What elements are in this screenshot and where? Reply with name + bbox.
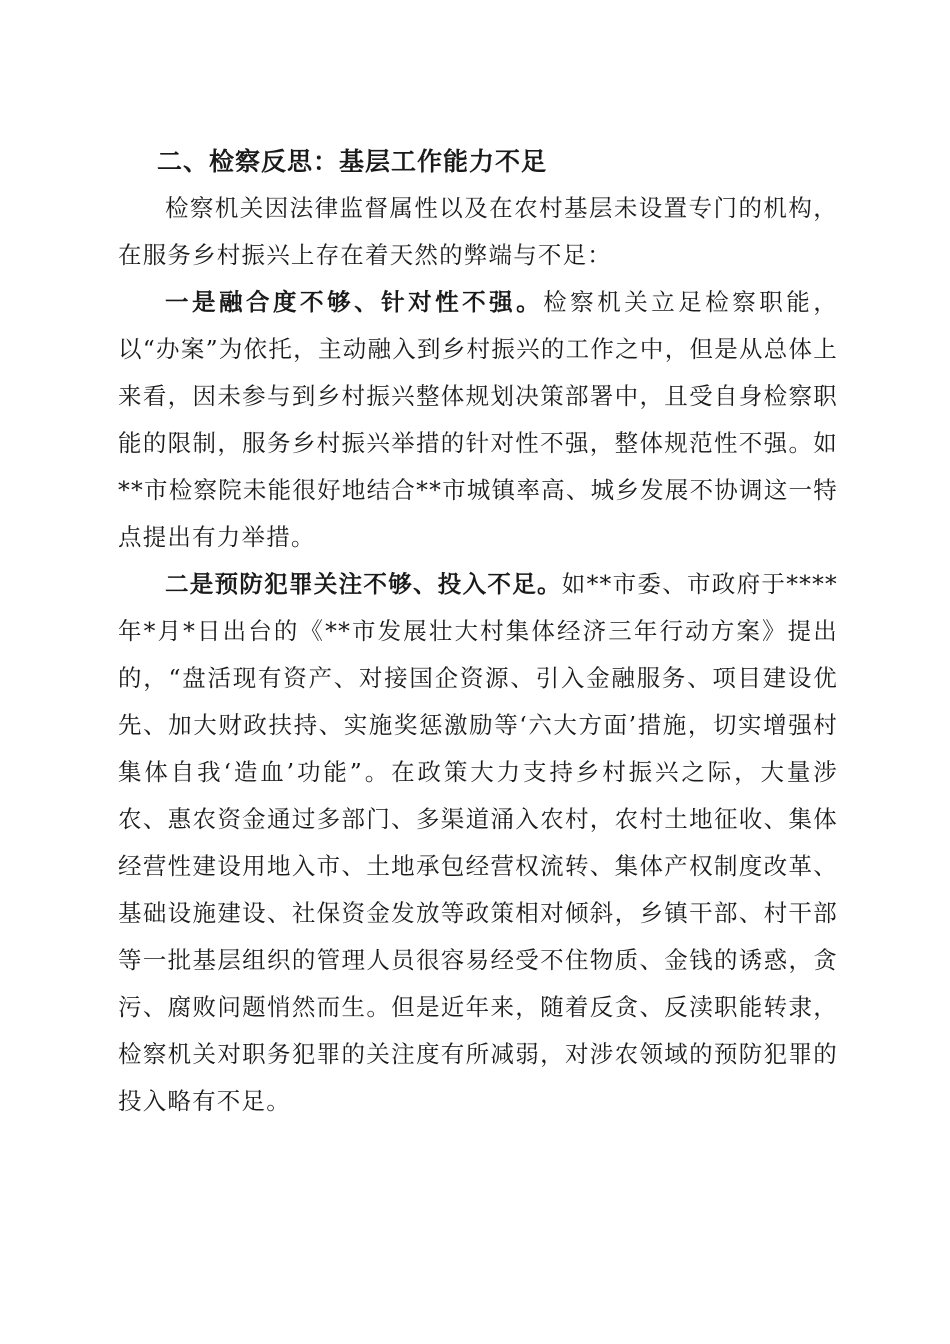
paragraph-point-two-lead: 二是预防犯罪关注不够、投入不足。: [165, 570, 562, 598]
section-heading: 二、检察反思：基层工作能力不足: [157, 147, 548, 176]
paragraph-point-two: [118, 561, 838, 1125]
paragraph-point-two-text: 如**市委、市政府于****年*月*日出台的《**市发展壮大村集体经济三年行动方案》提出的，“盘活现有资产、对接国企资源、引入金融服务、项目建设优先、加大财政扶持、实施奖惩激励等‘六大方面’措施，切实增强村集体自我‘造血’功能”。在政策大力支持乡村振兴之际，大量涉农、惠农资金通过多部门、多渠道涌入农村，农村土地征收、集体经营性建设用地入市、土地承包经营权流转、集体产权制度改革、基础设施建设、社保资金发放等政策相对倾斜，乡镇干部、村干部等一批基层组织的管理人员很容易经受不住物质、金钱的诱惑，贪污、腐败问题悄然而生。但是近年来，随着反贪、反渎职能转隶，检察机关对职务犯罪的关注度有所减弱，对涉农领域的预防犯罪的投入略有不足。: [118, 570, 838, 1115]
document-body: [118, 140, 838, 1125]
paragraph-point-one-lead: 一是融合度不够、针对性不强。: [165, 288, 544, 316]
paragraph-point-one-text: 检察机关立足检察职能，以“办案”为依托，主动融入到乡村振兴的工作之中，但是从总体上来看，因未参与到乡村振兴整体规划决策部署中，且受自身检察职能的限制，服务乡村振兴举措的针对性不强，整体规范性不强。如**市检察院未能很好地结合**市城镇率高、城乡发展不协调这一特点提出有力举措。: [118, 288, 838, 551]
paragraph-intro: [118, 185, 838, 279]
paragraph-intro-text: 检察机关因法律监督属性以及在农村基层未设置专门的机构，在服务乡村振兴上存在着天然的弊端与不足：: [118, 194, 838, 269]
paragraph-point-one: [118, 279, 838, 561]
